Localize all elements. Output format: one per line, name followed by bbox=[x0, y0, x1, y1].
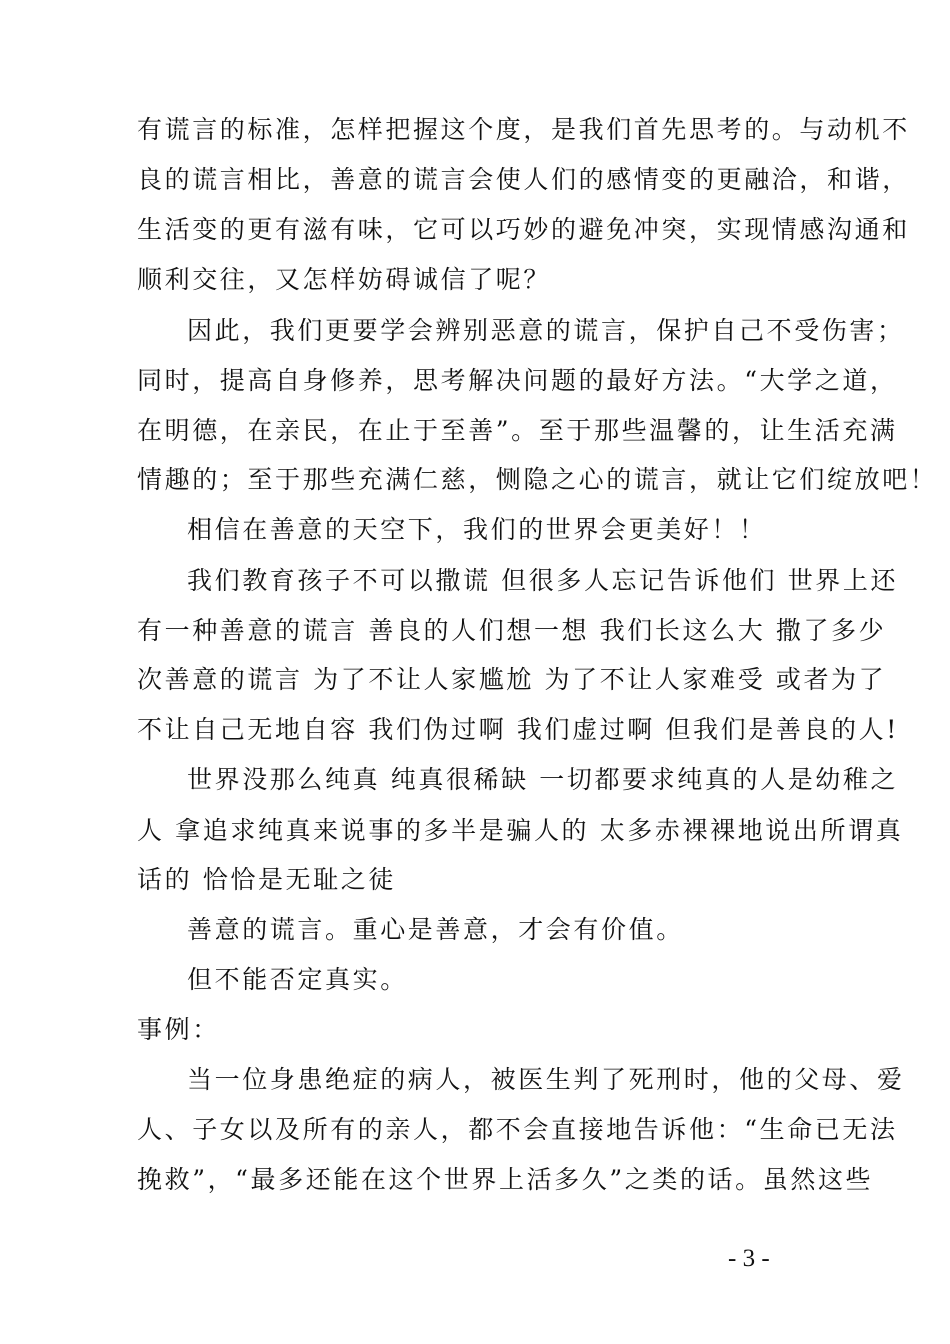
text-line: 话的 恰恰是无耻之徒 bbox=[137, 865, 396, 894]
text-line: 但不能否定真实。 bbox=[187, 965, 408, 994]
text-line: 人 拿追求纯真来说事的多半是骗人的 太多赤裸裸地说出所谓真 bbox=[137, 816, 904, 845]
text-line: 因此，我们更要学会辨别恶意的谎言，保护自己不受伤害； bbox=[187, 316, 905, 345]
page-number: - 3 - bbox=[728, 1245, 770, 1272]
text-line: 世界没那么纯真 纯真很稀缺 一切都要求纯真的人是幼稚之 bbox=[187, 765, 899, 794]
text-line: 当一位身患绝症的病人，被医生判了死刑时，他的父母、爱 bbox=[187, 1065, 905, 1094]
text-line: 同时，提高自身修养，思考解决问题的最好方法。“大学之道， bbox=[137, 366, 898, 395]
text-line: 我们教育孩子不可以撒谎 但很多人忘记告诉他们 世界上还 bbox=[187, 566, 899, 595]
text-line: 事例： bbox=[137, 1015, 220, 1044]
text-line: 挽救”，“最多还能在这个世界上活多久”之类的话。虽然这些 bbox=[137, 1165, 874, 1194]
text-line: 良的谎言相比，善意的谎言会使人们的感情变的更融洽，和谐， bbox=[137, 165, 910, 194]
text-line: 有谎言的标准，怎样把握这个度，是我们首先思考的。与动机不 bbox=[137, 115, 910, 144]
text-line: 善意的谎言。重心是善意，才会有价值。 bbox=[187, 915, 684, 944]
text-line: 有一种善意的谎言 善良的人们想一想 我们长这么大 撒了多少 bbox=[137, 616, 887, 645]
text-line: 在明德，在亲民，在止于至善”。至于那些温馨的，让生活充满 bbox=[137, 416, 898, 445]
text-line: 人、子女以及所有的亲人，都不会直接地告诉他：“生命已无法 bbox=[137, 1115, 898, 1144]
text-line: 不让自己无地自容 我们伪过啊 我们虚过啊 但我们是善良的人! bbox=[137, 715, 899, 744]
text-line: 次善意的谎言 为了不让人家尴尬 为了不让人家难受 或者为了 bbox=[137, 665, 887, 694]
text-line: 顺利交往，又怎样妨碍诚信了呢？ bbox=[137, 265, 552, 294]
text-line: 相信在善意的天空下，我们的世界会更美好！！ bbox=[187, 515, 767, 544]
text-line: 情趣的；至于那些充满仁慈，恻隐之心的谎言，就让它们绽放吧！ bbox=[137, 465, 938, 494]
text-line: 生活变的更有滋有味，它可以巧妙的避免冲突，实现情感沟通和 bbox=[137, 215, 910, 244]
